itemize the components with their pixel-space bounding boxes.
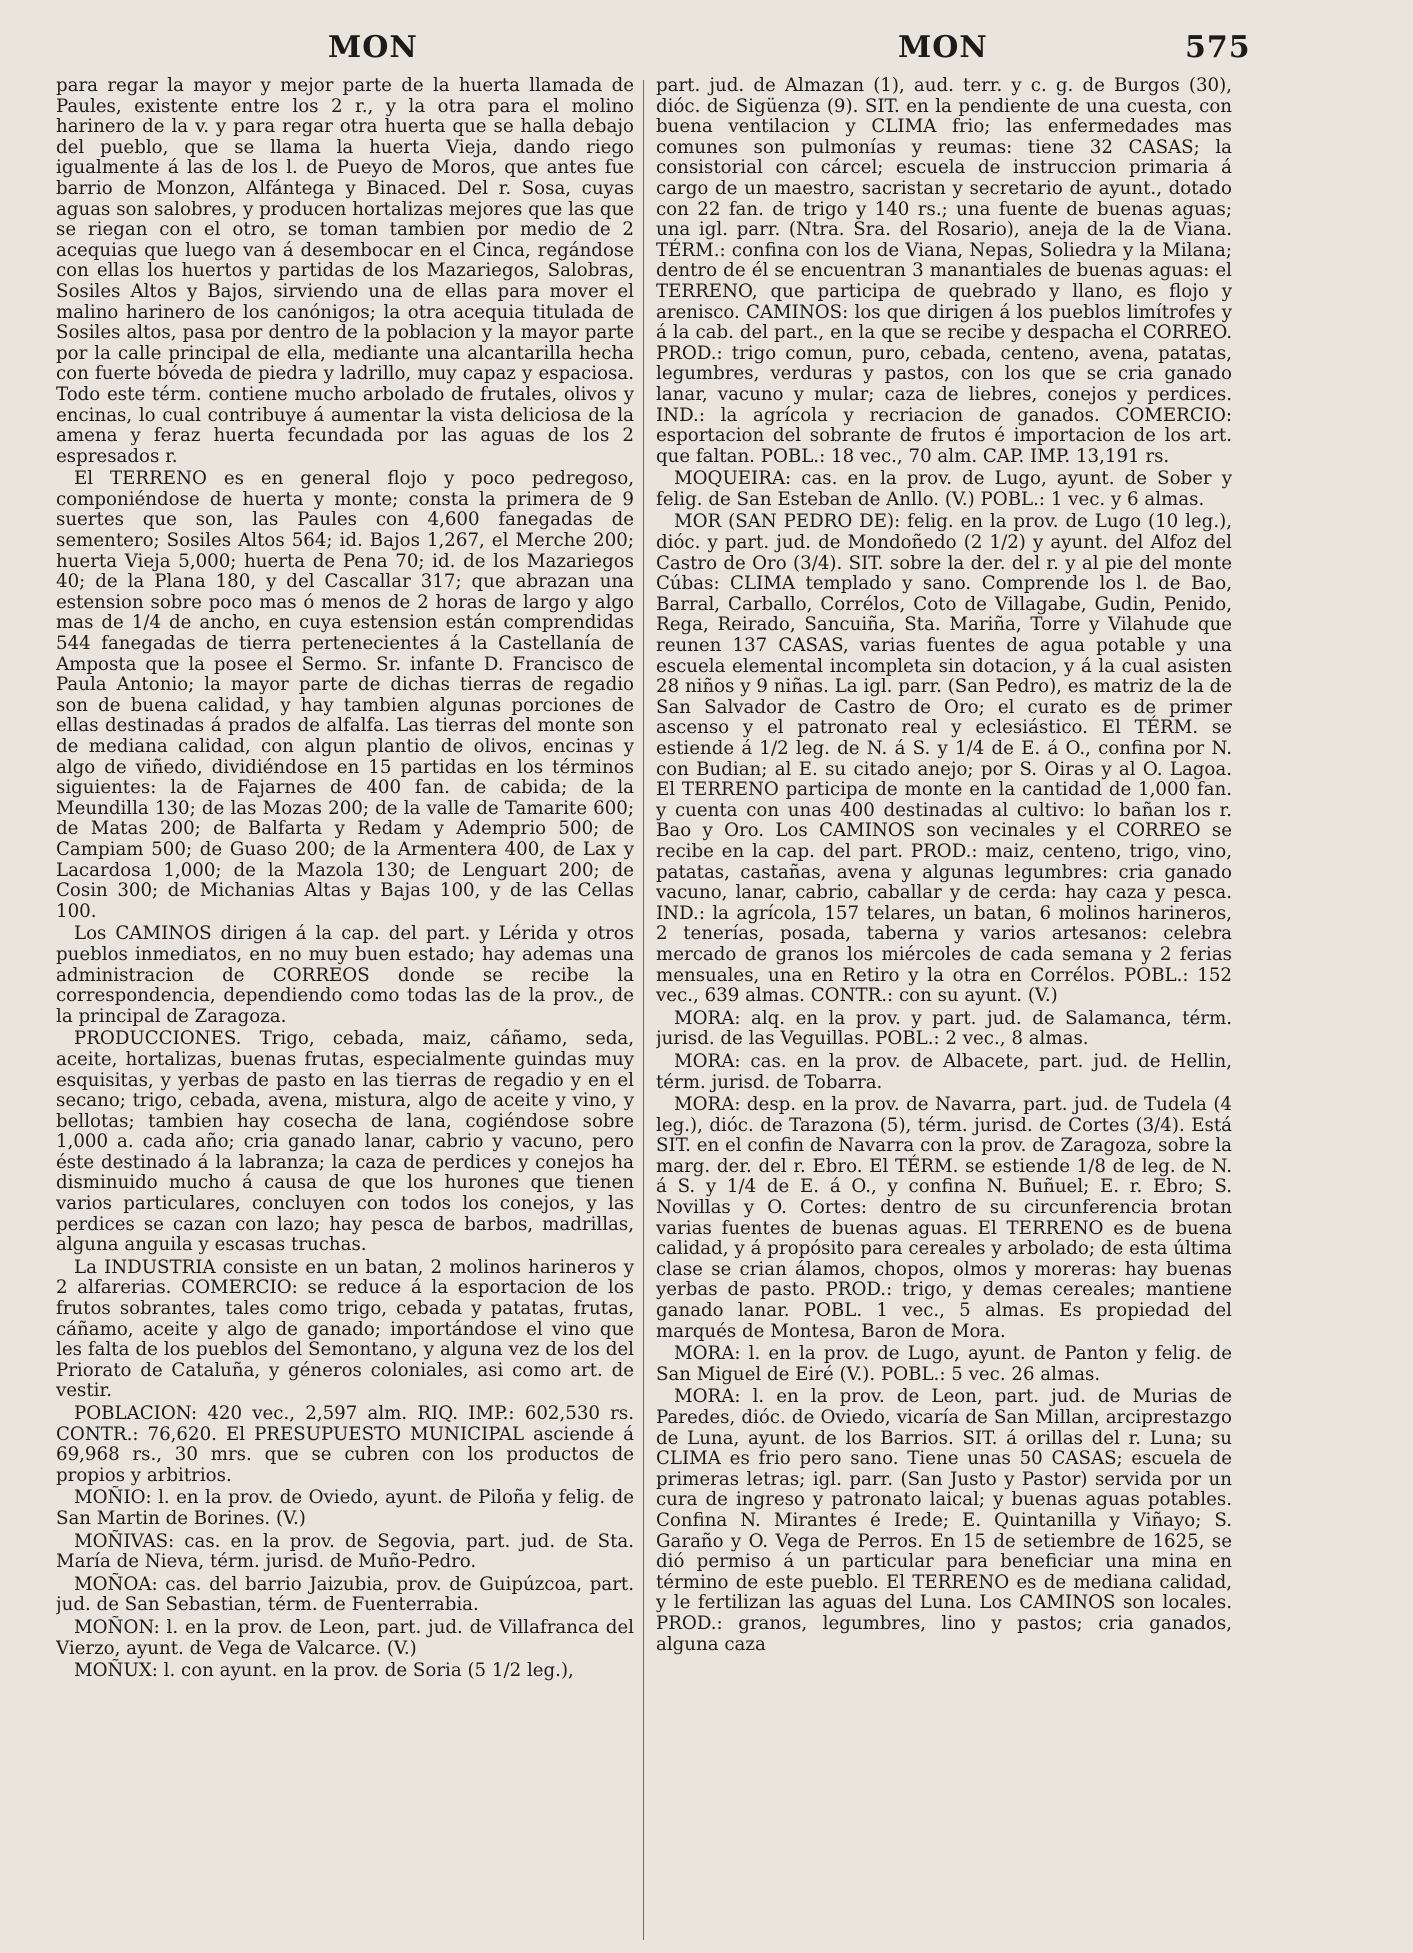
entry-paragraph: MOQUEIRA: cas. en la prov. de Lugo, ayunt. de Sober y felig. de San Esteban de Anllo. (V.) POBL.: 1 vec. y 6 almas.	[656, 468, 1232, 510]
running-head-left: MON	[328, 30, 418, 65]
running-head-right: MON	[898, 30, 988, 65]
entry-paragraph: MORA: cas. en la prov. de Albacete, part. jud. de Hellin, térm. jurisd. de Tobarra.	[656, 1050, 1232, 1093]
page-number: 575	[1185, 30, 1251, 65]
entry-paragraph: MORA: l. en la prov. de Lugo, ayunt. de Panton y felig. de San Miguel de Eiré (V.). POBL.: 5 vec. 26 almas.	[656, 1343, 1232, 1385]
entry-paragraph: MOÑUX: l. con ayunt. en la prov. de Soria (5 1/2 leg.),	[74, 1660, 574, 1682]
entry-paragraph: MORA: desp. en la prov. de Navarra, part. jud. de Tudela (4 leg.), dióc. de Tarazona (5), térm. jurisd. de Cortes (3/4). Está SIT. en el confin de Navarra con la prov. de Zaragoza, sobre la marg. der. del r. Ebro. El TÉRM. se estiende 1/8 de leg. de N. á S. y 1/4 de E. á O., y confina N. Buñuel; E. r. Ebro; S. Novillas y O. Cortes: dentro de su circunferencia brotan varias fuentes de buenas aguas. El TERRENO es de buena calidad, y á propósito para cereales y arbolado; de esta última clase se crian álamos, chopos, olmos y moreras: hay buenas yerbas de pasto. PROD.: trigo, y demas cereales; mantiene ganado lanar. POBL. 1 vec., 5 almas. Es propiedad del marqués de Montesa, Baron de Mora.	[656, 1094, 1232, 1342]
right-column	[656, 76, 1232, 1946]
entry-paragraph: MORA: l. en la prov. de Leon, part. jud. de Murias de Paredes, dióc. de Oviedo, vicaría de San Millan, arciprestazgo de Luna, ayunt. de los Barrios. SIT. á orillas del r. Luna; su CLIMA es frio pero sano. Tiene unas 50 CASAS; escuela de primeras letras; igl. parr. (San Justo y Pastor) servida por un cura de ingreso y patronato laical; y buenas aguas potables. Confina N. Mirantes é Irede; E. Quintanilla y Viñayo; S. Garaño y O. Vega de Perros. En 15 de setiembre de 1625, se dió permiso á un particular para beneficiar una mina en término de este pueblo. El TERRENO es de mediana calidad, y le fertilizan las aguas del Luna. Los CAMINOS son locales. PROD.: granos, legumbres, lino y pastos; cria ganados, alguna caza	[656, 1386, 1232, 1655]
entry-paragraph: part. jud. de Almazan (1), aud. terr. y c. g. de Burgos (30), dióc. de Sigüenza (9). SIT. en la pendiente de una cuesta, con buena ventilacion y CLIMA frio; las enfermedades mas comunes son pulmonías y reumas: tiene 32 CASAS; la consistorial con cárcel; escuela de instruccion primaria á cargo de un maestro, sacristan y secretario de ayunt., dotado con 22 fan. de trigo y 140 rs.; una fuente de buenas aguas; una igl. parr. (Ntra. Sra. del Rosario), aneja de la de Viana. TÉRM.: confina con los de Viana, Nepas, Soliedra y la Milana; dentro de él se encuentran 3 manantiales de buenas aguas: el TERRENO, que participa de quebrado y llano, es flojo y arenisco. CAMINOS: los que dirigen á los pueblos limítrofes y á la cab. del part., en la que se recibe y despacha el CORREO. PROD.: trigo comun, puro, cebada, centeno, avena, patatas, legumbres, verduras y pastos, con los que se cria ganado lanar, vacuno y mular; caza de liebres, conejos y perdices. IND.: la agrícola y recriacion de ganados. COMERCIO: esportacion del sobrante de frutos é importacion de los art. que faltan. POBL.: 18 vec., 70 alm. CAP. IMP. 13,191 rs.	[656, 76, 1232, 467]
entry-paragraph: MOÑIO: l. en la prov. de Oviedo, ayunt. de Piloña y felig. de San Martin de Borines. (V.)	[56, 1487, 634, 1529]
entry-paragraph: MOÑOA: cas. del barrio Jaizubia, prov. de Guipúzcoa, part. jud. de San Sebastian, térm. de Fuenterrabia.	[56, 1573, 634, 1616]
entry-paragraph: PRODUCCIONES. Trigo, cebada, maiz, cáñamo, seda, aceite, hortalizas, buenas frutas, especialmente guindas muy esquisitas, y yerbas de pasto en las tierras de regadio y en el secano; trigo, cebada, avena, mistura, algo de aceite y vino, y bellotas; tambien hay cosecha de lana, cogiéndose sobre 1,000 a. cada año; cria ganado lanar, cabrio y vacuno, pero éste destinado á la labranza; la caza de perdices y conejos ha disminuido mucho á causa de que los hurones que tienen varios particulares, concluyen con todos los conejos, y las perdices se cazan con lazo; hay pesca de barbos, madrillas, alguna anguila y escasas truchas.	[56, 1028, 634, 1256]
entry-paragraph: Los CAMINOS dirigen á la cap. del part. y Lérida y otros pueblos inmediatos, en no muy buen estado; hay ademas una administracion de CORREOS donde se recibe la correspondencia, dependiendo como todas las de la prov., de la principal de Zaragoza.	[56, 923, 634, 1027]
entry-paragraph: POBLACION: 420 vec., 2,597 alm. RIQ. IMP.: 602,530 rs. CONTR.: 76,620. El PRESUPUESTO MUNICIPAL asciende á 69,968 rs., 30 mrs. que se cubren con los productos de propios y arbitrios.	[56, 1403, 634, 1486]
entry-paragraph: MOR (SAN PEDRO DE): felig. en la prov. de Lugo (10 leg.), dióc. y part. jud. de Mondoñedo (2 1/2) y ayunt. del Alfoz del Castro de Oro (3/4). SIT. sobre la der. del r. y al pie del monte Cúbas: CLIMA templado y sano. Comprende los l. de Bao, Barral, Carballo, Corrélos, Coto de Villagabe, Gudin, Penido, Rega, Reirado, Sancuiña, Sta. Mariña, Torre y Vilahude que reunen 137 CASAS, varias fuentes de agua potable y una escuela elemental incompleta sin dotacion, y á la cual asisten 28 niños y 9 niñas. La igl. parr. (San Pedro), es matriz de la de San Salvador de Castro de Oro; el curato es de primer ascenso y el patronato real y eclesiástico. El TÉRM. se estiende á 1/2 leg. de N. á S. y 1/4 de E. á O., confina por N. con Budian; al E. su citado anejo; por S. Oiras y al O. Lagoa. El TERRENO participa de monte en la cantidad de 1,000 fan. y cuenta con unas 400 destinadas al cultivo: lo bañan los r. Bao y Oro. Los CAMINOS son vecinales y el CORREO se recibe en la cap. del part. PROD.: maiz, centeno, trigo, vino, patatas, castañas, avena y algunas legumbres: cria ganado vacuno, lanar, cabrio, caballar y de cerda: hay caza y pesca. IND.: la agrícola, 157 telares, un batan, 6 molinos harineros, 2 tenerías, posada, taberna y varios artesanos: celebra mercado de granos los miércoles de cada semana y 2 ferias mensuales, una en Retiro y la otra en Corrélos. POBL.: 152 vec., 639 almas. CONTR.: con su ayunt. (V.)	[656, 511, 1232, 1007]
entry-paragraph: MORA: alq. en la prov. y part. jud. de Salamanca, térm. jurisd. de las Veguillas. POBL.: 2 vec., 8 almas.	[656, 1007, 1232, 1050]
entry-paragraph: para regar la mayor y mejor parte de la huerta llamada de Paules, existente entre los 2 r., y la otra para el molino harinero de la v. y para regar otra huerta que se halla debajo del pueblo, que se llama la huerta Vieja, dando riego igualmente á las de los l. de Pueyo de Moros, que antes fue barrio de Monzon, Alfántega y Binaced. Del r. Sosa, cuyas aguas son salobres, y producen hortalizas mejores que las que se riegan con el otro, se toman tambien por medio de 2 acequias que luego van á desembocar en el Cinca, regándose con ellas los huertos y partidas de los Mazariegos, Salobras, Sosiles Altos y Bajos, sirviendo una de ellas para mover el malino harinero de los canónigos; la otra acequia titulada de Sosiles altos, pasa por dentro de la poblacion y la mayor parte por la calle principal de ella, mediante una alcantarilla hecha con fuerte bóveda de piedra y ladrillo, muy capaz y espaciosa. Todo este térm. contiene mucho arbolado de frutales, olivos y encinas, lo cual contribuye á aumentar la vista deliciosa de la amena y feraz huerta fecundada por las aguas de los 2 espresados r.	[56, 76, 634, 467]
left-column	[56, 76, 634, 1946]
entry-paragraph: MOÑON: l. en la prov. de Leon, part. jud. de Villafranca del Vierzo, ayunt. de Vega de Valcarce. (V.)	[56, 1616, 634, 1659]
entry-paragraph: El TERRENO es en general flojo y poco pedregoso, componiéndose de huerta y monte; consta la primera de 9 suertes que son, las Paules con 4,600 fanegadas de sementero; Sosiles Altos 564; id. Bajos 1,267, el Merche 200; huerta Vieja 5,000; huerta de Pena 70; id. de los Mazariegos 40; de la Plana 180, y del Cascallar 317; que abrazan una estension sobre poco mas ó menos de 2 horas de largo y algo mas de 1/4 de ancho, en cuya estension están comprendidas 544 fanegadas de tierra pertenecientes á la Castellanía de Amposta que la posee el Sermo. Sr. infante D. Francisco de Paula Antonio; la mayor parte de dichas tierras de regadio son de buena calidad, y hay tambien algunas porciones de ellas destinadas á prados de alfalfa. Las tierras del monte son de mediana calidad, con algun plantio de olivos, encinas y algo de viñedo, dividiéndose en 15 partidas en los términos siguientes: la de Fajarnes de 400 fan. de cabida; de la Meundilla 130; de las Mozas 200; de la valle de Tamarite 600; de Matas 200; de Balfarta y Redam y Ademprio 500; de Campiam 500; de Guaso 200; de la Armentera 400, de Lax y Lacardosa 1,000; de la Mazola 130; de Lenguart 200; de Cosin 300; de Michanias Altas y Bajas 100, y de las Cellas 100.	[56, 468, 634, 922]
entry-paragraph: La INDUSTRIA consiste en un batan, 2 molinos harineros y 2 alfarerias. COMERCIO: se reduce á la esportacion de los frutos sobrantes, tales como trigo, cebada y patatas, frutas, cáñamo, aceite y algo de ganado; importándose el vino que les falta de los pueblos del Semontano, y alguna vez de los del Priorato de Cataluña, y géneros coloniales, asi como art. de vestir.	[56, 1256, 634, 1402]
column-divider	[643, 80, 644, 1940]
entry-paragraph: MOÑIVAS: cas. en la prov. de Segovia, part. jud. de Sta. María de Nieva, térm. jurisd. de Muño-Pedro.	[56, 1530, 634, 1573]
